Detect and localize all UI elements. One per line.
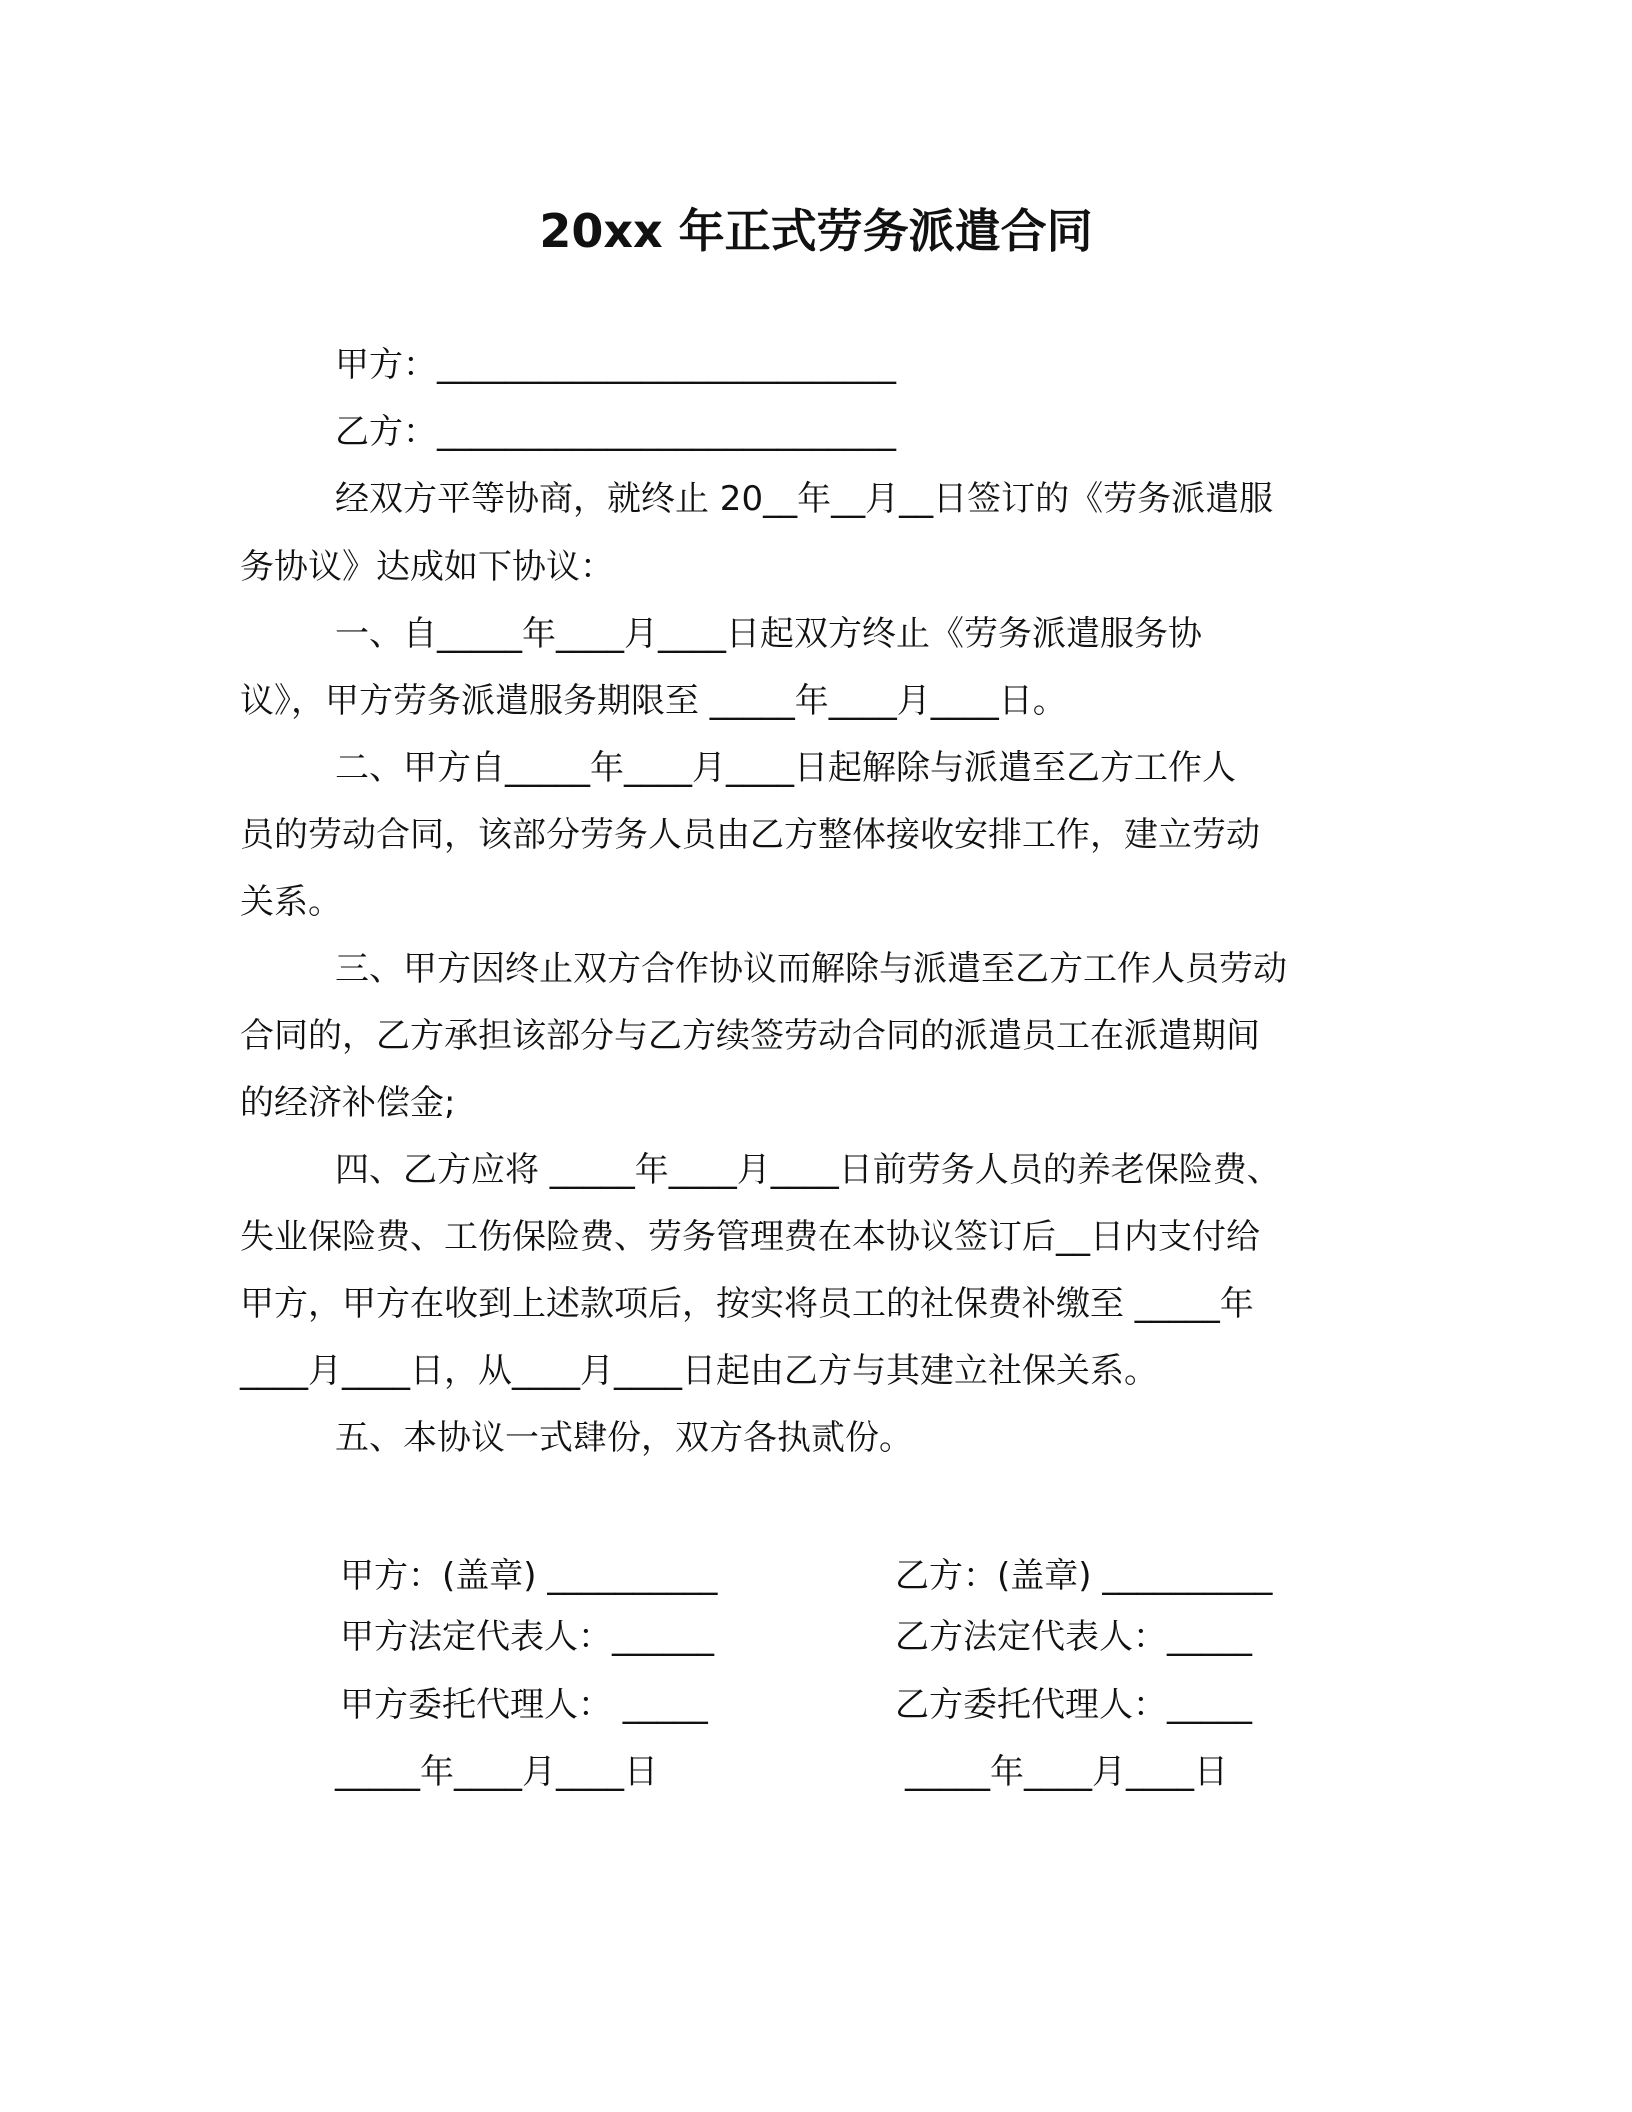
clause-line: 合同的，乙方承担该部分与乙方续签劳动合同的派遣员工在派遣期间	[240, 1016, 1260, 1056]
preamble-line: 务协议》达成如下协议：	[240, 547, 614, 587]
party-a-legal-rep: 甲方法定代表人：______	[340, 1617, 714, 1657]
clause-line: 五、本协议一式肆份，双方各执贰份。	[335, 1418, 913, 1458]
party-b-date: _____年____月____日	[905, 1752, 1228, 1792]
document-title: 20xx 年正式劳务派遣合同	[539, 204, 1093, 258]
clause-line: 议》，甲方劳务派遣服务期限至 _____年____月____日。	[240, 681, 1067, 721]
party-b-line: 乙方：___________________________	[335, 412, 896, 452]
party-a-agent: 甲方委托代理人： _____	[340, 1685, 708, 1725]
party-a-seal: 甲方：(盖章) __________	[340, 1556, 718, 1596]
preamble-line: 经双方平等协商，就终止 20__年__月__日签订的《劳务派遣服	[335, 479, 1274, 519]
clause-line: 员的劳动合同，该部分劳务人员由乙方整体接收安排工作，建立劳动	[240, 815, 1260, 855]
party-b-seal: 乙方：(盖章) __________	[895, 1556, 1273, 1596]
clause-line: 二、甲方自_____年____月____日起解除与派遣至乙方工作人	[335, 748, 1236, 788]
clause-line: 一、自_____年____月____日起双方终止《劳务派遣服务协	[335, 614, 1202, 654]
party-a-date: _____年____月____日	[335, 1752, 658, 1792]
clause-line: 三、甲方因终止双方合作协议而解除与派遣至乙方工作人员劳动	[335, 949, 1287, 989]
clause-line: 的经济补偿金;	[240, 1083, 456, 1123]
clause-line: 甲方，甲方在收到上述款项后，按实将员工的社保费补缴至 _____年	[240, 1284, 1254, 1324]
clause-line: ____月____日，从____月____日起由乙方与其建立社保关系。	[240, 1351, 1158, 1391]
clause-line: 四、乙方应将 _____年____月____日前劳务人员的养老保险费、	[335, 1150, 1281, 1190]
party-a-line: 甲方：___________________________	[335, 345, 896, 385]
clause-line: 失业保险费、工伤保险费、劳务管理费在本协议签订后__日内支付给	[240, 1217, 1260, 1257]
party-b-legal-rep: 乙方法定代表人：_____	[895, 1617, 1252, 1657]
party-b-agent: 乙方委托代理人：_____	[895, 1685, 1252, 1725]
clause-line: 关系。	[240, 882, 342, 922]
